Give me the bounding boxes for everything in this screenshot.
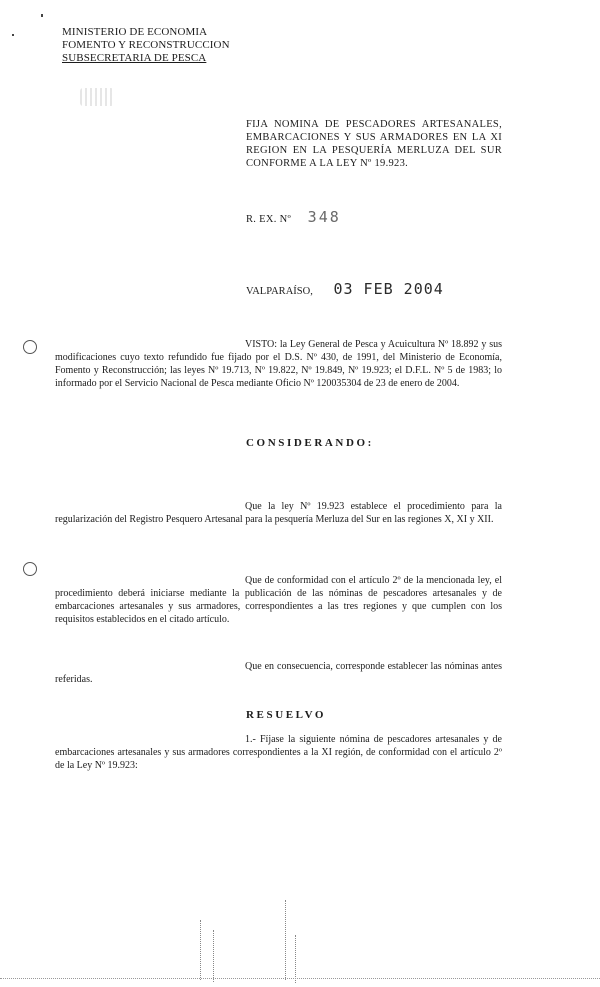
resolution-title: FIJA NOMINA DE PESCADORES ARTESANALES, EMBARCACIONES Y SUS ARMADORES EN LA XI REGION EN LA PESQUERÍA MERLUZA DEL SUR CONFORME A LA LEY Nº 19.923.: [246, 119, 502, 169]
scan-artifact: [200, 920, 202, 980]
considerando-paragraph: Que la ley Nº 19.923 establece el procedimiento para la regularización del Registro Pesquero Artesanal para la pesquería Merluza del Sur en las regiones X, XI y XII.: [55, 501, 502, 525]
visto-paragraph: VISTO: la Ley General de Pesca y Acuicultura Nº 18.892 y sus modificaciones cuyo texto refundido fue fijado por el D.S. Nº 430, de 1991, del Ministerio de Economía, Fomento y Reconstrucción; las leyes Nº 19.713, Nº 19.822, Nº 19.849, Nº 19.923; el D.F.L. Nº 5 de 1983; lo informado por el Servicio Nacional de Pesca mediante Oficio Nº 120035304 de 23 de enero de 2004.: [55, 339, 502, 389]
resolution-number-label: R. EX. Nº: [246, 214, 292, 225]
scan-artifact: [213, 930, 215, 982]
ministry-letterhead: [62, 26, 242, 65]
scan-artifact: [0, 978, 600, 979]
subsecretaria-name: SUBSECRETARIA DE PESCA: [62, 52, 207, 64]
considerando-heading: CONSIDERANDO:: [246, 437, 374, 449]
resolution-number: [246, 208, 341, 226]
considerando-paragraph: Que en consecuencia, corresponde establecer las nóminas antes referidas.: [55, 661, 502, 685]
punch-hole: [23, 562, 37, 576]
considerando-paragraph: Que de conformidad con el artículo 2º de la mencionada ley, el procedimiento deberá iniciarse mediante la publicación de las nóminas de pescadores artesanales y de embarcaciones artesanales y sus armadores, correspondientes a las tres regiones y que cumplen con los requisitos establecidos en el citado artículo.: [55, 575, 502, 625]
place: VALPARAÍSO,: [246, 286, 313, 297]
scan-artifact: [295, 935, 297, 983]
scan-speck: [12, 34, 14, 36]
scan-speck: [41, 14, 43, 17]
ministry-branch: FOMENTO Y RECONSTRUCCION: [62, 39, 230, 51]
place-and-date: [246, 280, 444, 298]
date-stamp: 03 FEB 2004: [333, 280, 444, 298]
resolution-number-value: 348: [307, 208, 341, 226]
faint-stamp: [80, 88, 114, 106]
scan-artifact: [285, 900, 287, 980]
ministry-name: MINISTERIO DE ECONOMIA: [62, 26, 208, 38]
punch-hole: [23, 340, 37, 354]
resuelvo-heading: RESUELVO: [246, 709, 327, 721]
resuelvo-paragraph: 1.- Fíjase la siguiente nómina de pescadores artesanales y de embarcaciones artesanales y sus armadores correspondientes a la XI región, de conformidad con el artículo 2º de la Ley Nº 19.923:: [55, 734, 502, 771]
